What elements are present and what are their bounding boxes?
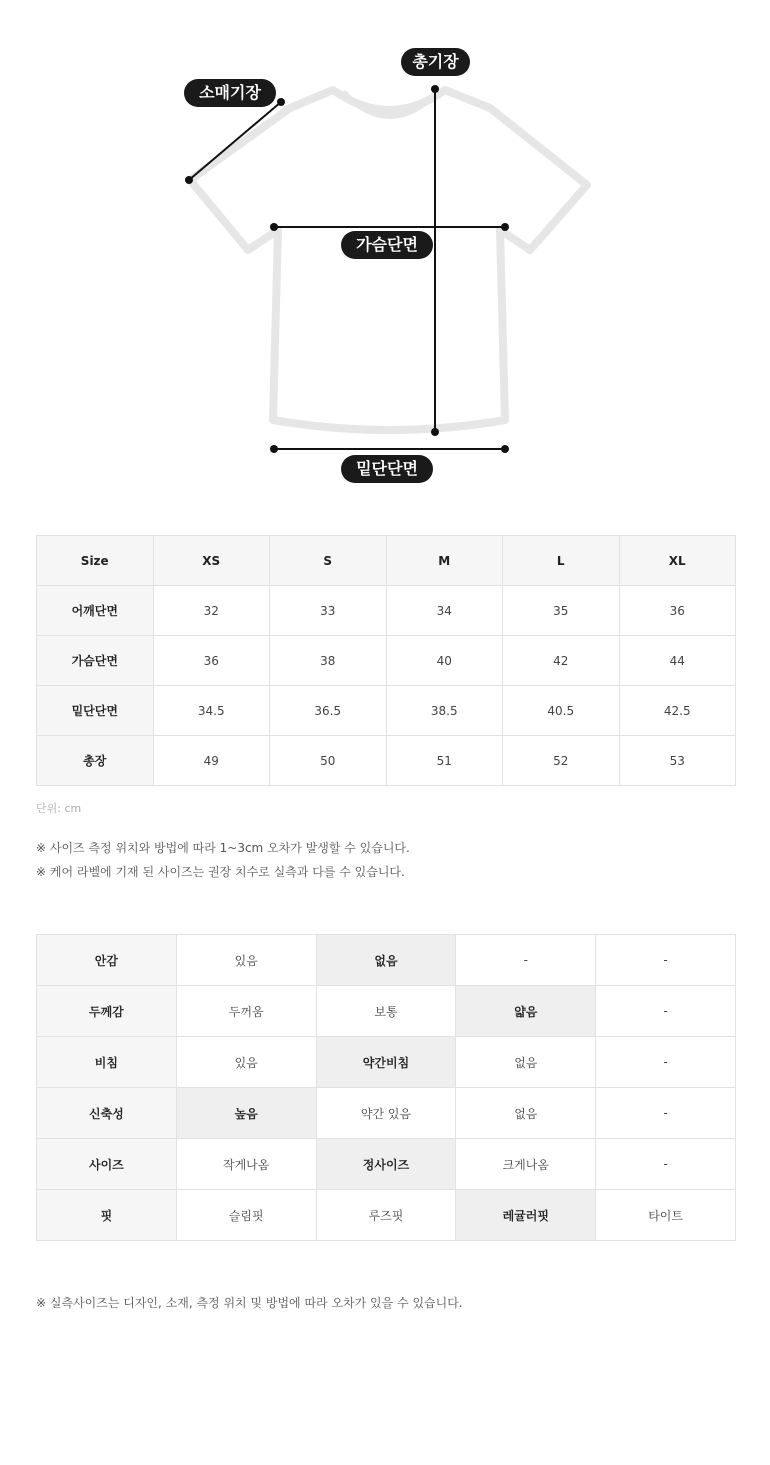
- option-cell: 크게나옴: [456, 1139, 596, 1190]
- table-row: [37, 636, 736, 686]
- hem-width-label: 밑단단면: [341, 455, 433, 483]
- size-value: 34.5: [153, 686, 270, 736]
- size-value: 33: [270, 586, 387, 636]
- size-value: 44: [619, 636, 736, 686]
- option-cell: 없음: [456, 1088, 596, 1139]
- option-cell-selected: 높음: [176, 1088, 316, 1139]
- option-cell: 없음: [456, 1037, 596, 1088]
- size-value: 35: [503, 586, 620, 636]
- option-cell: 슬림핏: [176, 1190, 316, 1241]
- option-cell-selected: 없음: [316, 935, 456, 986]
- option-cell: 작게나옴: [176, 1139, 316, 1190]
- option-cell: -: [596, 986, 736, 1037]
- unit-label: 단위: cm: [36, 802, 82, 815]
- fabric-feel-table: [36, 934, 736, 1241]
- option-cell: 있음: [176, 1037, 316, 1088]
- option-cell: 있음: [176, 935, 316, 986]
- option-cell: -: [596, 1088, 736, 1139]
- option-cell-selected: 레귤러핏: [456, 1190, 596, 1241]
- size-table-header-row: [37, 536, 736, 586]
- chest-width-label: 가슴단면: [341, 231, 433, 259]
- table-row: [37, 1139, 736, 1190]
- size-value: 32: [153, 586, 270, 636]
- table-row: [37, 1190, 736, 1241]
- sleeve-length-label: 소매기장: [184, 79, 276, 107]
- size-value: 36.5: [270, 686, 387, 736]
- option-cell: -: [596, 935, 736, 986]
- table-row: [37, 586, 736, 636]
- table-row: [37, 686, 736, 736]
- option-cell: -: [456, 935, 596, 986]
- row-label: 두께감: [37, 986, 177, 1037]
- care-label-note: ※ 케어 라벨에 기재 된 사이즈는 권장 치수로 실측과 다를 수 있습니다.: [36, 865, 405, 879]
- size-value: 40: [386, 636, 503, 686]
- row-label: 총장: [37, 736, 154, 786]
- size-value: 36: [153, 636, 270, 686]
- option-cell: 루즈핏: [316, 1190, 456, 1241]
- row-label: 비침: [37, 1037, 177, 1088]
- size-header-cell: S: [270, 536, 387, 586]
- table-row: [37, 736, 736, 786]
- option-cell: 약간 있음: [316, 1088, 456, 1139]
- table-row: [37, 1037, 736, 1088]
- option-cell-selected: 약간비침: [316, 1037, 456, 1088]
- size-value: 38.5: [386, 686, 503, 736]
- row-label: 사이즈: [37, 1139, 177, 1190]
- row-label: 밑단단면: [37, 686, 154, 736]
- size-header-cell: M: [386, 536, 503, 586]
- row-label: 신축성: [37, 1088, 177, 1139]
- option-cell: -: [596, 1139, 736, 1190]
- row-label: 핏: [37, 1190, 177, 1241]
- option-cell-selected: 얇음: [456, 986, 596, 1037]
- size-value: 40.5: [503, 686, 620, 736]
- table-row: [37, 1088, 736, 1139]
- size-value: 51: [386, 736, 503, 786]
- size-value: 49: [153, 736, 270, 786]
- footer-note: ※ 실측사이즈는 디자인, 소재, 측정 위치 및 방법에 따라 오차가 있을 수 있습니다.: [36, 1296, 463, 1310]
- table-row: [37, 986, 736, 1037]
- size-value: 52: [503, 736, 620, 786]
- option-cell: 두꺼움: [176, 986, 316, 1037]
- option-cell: 타이트: [596, 1190, 736, 1241]
- size-header-cell: Size: [37, 536, 154, 586]
- row-label: 가슴단면: [37, 636, 154, 686]
- size-header-cell: L: [503, 536, 620, 586]
- table-row: [37, 935, 736, 986]
- tshirt-measurement-diagram: [0, 0, 770, 500]
- measurement-note: ※ 사이즈 측정 위치와 방법에 따라 1~3cm 오차가 발생할 수 있습니다.: [36, 841, 410, 855]
- size-value: 34: [386, 586, 503, 636]
- size-header-cell: XL: [619, 536, 736, 586]
- size-value: 42: [503, 636, 620, 686]
- option-cell-selected: 정사이즈: [316, 1139, 456, 1190]
- option-cell: 보통: [316, 986, 456, 1037]
- size-table: [36, 535, 736, 786]
- size-header-cell: XS: [153, 536, 270, 586]
- size-value: 36: [619, 586, 736, 636]
- size-value: 42.5: [619, 686, 736, 736]
- size-value: 38: [270, 636, 387, 686]
- total-length-label: 총기장: [401, 48, 470, 76]
- row-label: 어깨단면: [37, 586, 154, 636]
- size-value: 50: [270, 736, 387, 786]
- row-label: 안감: [37, 935, 177, 986]
- option-cell: -: [596, 1037, 736, 1088]
- size-value: 53: [619, 736, 736, 786]
